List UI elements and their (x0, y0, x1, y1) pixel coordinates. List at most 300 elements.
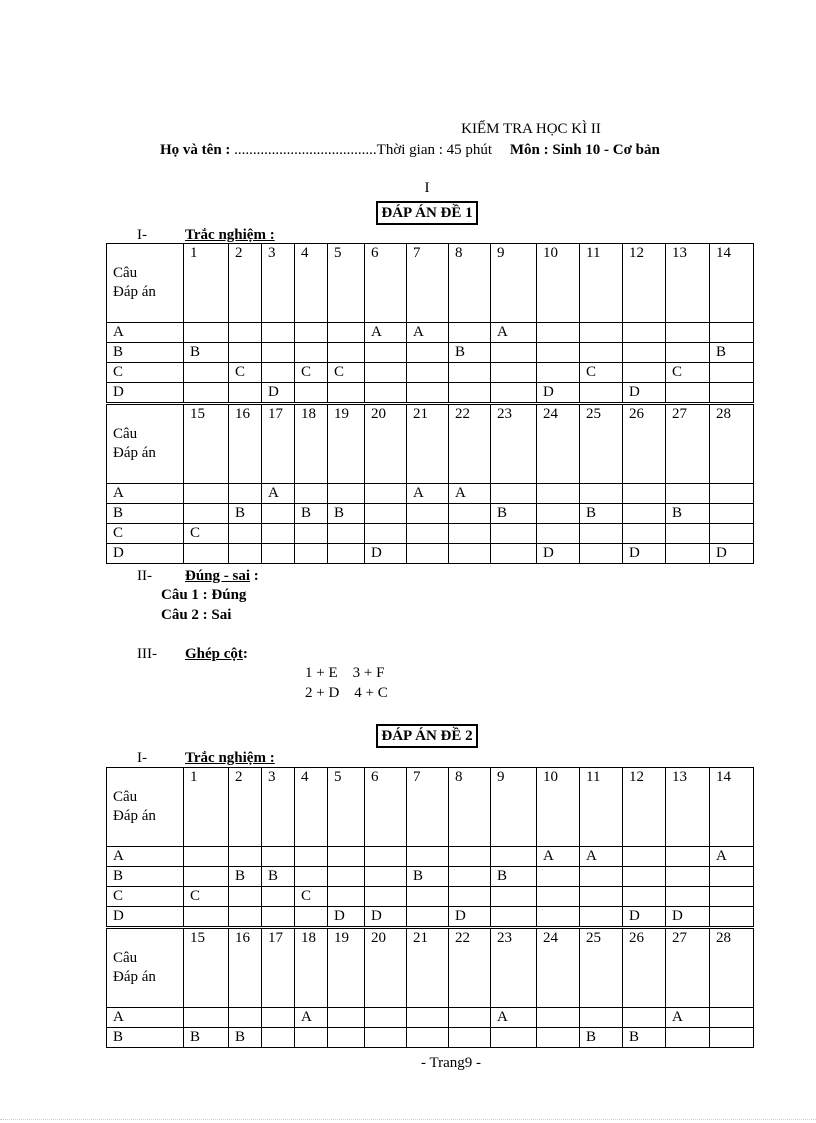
answer-cell (295, 383, 328, 403)
question-number-cell: 24 (537, 405, 580, 484)
answer-cell (295, 323, 328, 343)
answer-cell (537, 907, 580, 927)
answer-cell (537, 504, 580, 524)
corner-cell (107, 929, 184, 1008)
answer-option-label: C (107, 363, 184, 383)
question-number-cell: 8 (449, 244, 491, 323)
question-number-cell: 16 (229, 405, 262, 484)
answer-cell (449, 363, 491, 383)
answer-cell (580, 343, 623, 363)
question-number-cell: 14 (710, 768, 754, 847)
answer-cell (623, 887, 666, 907)
answer-cell (328, 847, 365, 867)
answer-cell: D (623, 544, 666, 564)
answer-cell (365, 867, 407, 887)
answer-cell: A (491, 1008, 537, 1028)
answer-row-b (107, 867, 754, 887)
question-number-cell: 24 (537, 929, 580, 1008)
de1-part2-label: Đúng - sai (185, 568, 251, 584)
answer-cell (407, 907, 449, 927)
corner-cell (107, 768, 184, 847)
question-number-cell: 22 (449, 405, 491, 484)
answer-cell (666, 1028, 710, 1048)
question-number-cell: 28 (710, 929, 754, 1008)
de1-match-line-1: 1 + E 3 + F (305, 665, 385, 681)
de1-title: ĐÁP ÁN ĐỀ 1 (376, 201, 477, 225)
answer-row-d (107, 383, 754, 403)
answer-cell (295, 867, 328, 887)
subject-text: Môn : Sinh 10 - Cơ bản (509, 142, 660, 158)
answer-cell: A (449, 484, 491, 504)
answer-cell: C (295, 363, 328, 383)
answer-cell (328, 887, 365, 907)
answer-cell (580, 383, 623, 403)
answer-cell: C (580, 363, 623, 383)
de1-part3-number: III- (137, 646, 157, 662)
answer-cell (407, 887, 449, 907)
answer-cell: B (262, 867, 295, 887)
answer-cell (537, 867, 580, 887)
answer-cell (449, 1008, 491, 1028)
de1-cau1: Câu 1 : Đúng (161, 587, 247, 603)
answer-cell (365, 1028, 407, 1048)
corner-answer-label: Đáp án (113, 445, 156, 461)
answer-cell (365, 1008, 407, 1028)
question-number-cell: 7 (407, 244, 449, 323)
answer-cell (580, 323, 623, 343)
de1-part1-label: Trắc nghiệm : (185, 227, 275, 243)
answer-cell (184, 847, 229, 867)
answer-cell (491, 1028, 537, 1048)
question-number-cell: 23 (491, 929, 537, 1008)
answer-cell (491, 544, 537, 564)
answer-cell: B (295, 504, 328, 524)
answer-cell (491, 887, 537, 907)
answer-option-label: C (107, 524, 184, 544)
answer-cell: A (580, 847, 623, 867)
answer-cell (229, 847, 262, 867)
answer-row-b (107, 343, 754, 363)
de1-part2-heading (185, 568, 259, 585)
answer-cell (449, 524, 491, 544)
answer-cell (184, 484, 229, 504)
answer-cell: C (328, 363, 365, 383)
answer-cell (491, 847, 537, 867)
answer-cell (710, 1008, 754, 1028)
answer-cell: B (580, 504, 623, 524)
answer-cell: C (184, 524, 229, 544)
answer-cell (328, 343, 365, 363)
question-number-cell: 13 (666, 244, 710, 323)
question-number-cell: 1 (184, 768, 229, 847)
answer-cell (184, 1008, 229, 1028)
answer-cell (537, 887, 580, 907)
question-number-cell: 2 (229, 768, 262, 847)
answer-cell (666, 524, 710, 544)
answer-cell (580, 887, 623, 907)
answer-cell (365, 383, 407, 403)
question-number-cell: 2 (229, 244, 262, 323)
question-number-cell: 3 (262, 768, 295, 847)
answer-cell (580, 907, 623, 927)
question-number-cell: 7 (407, 768, 449, 847)
answer-cell (262, 847, 295, 867)
time-text: Thời gian : 45 phút (376, 142, 493, 158)
answer-cell: A (491, 323, 537, 343)
answer-row-c (107, 524, 754, 544)
de2-answer-table-1 (106, 767, 754, 927)
answer-cell (623, 1008, 666, 1028)
question-number-cell: 17 (262, 929, 295, 1008)
answer-cell (365, 524, 407, 544)
answer-cell: A (407, 484, 449, 504)
answer-cell: A (666, 1008, 710, 1028)
answer-cell (449, 504, 491, 524)
question-number-cell: 11 (580, 244, 623, 323)
answer-cell (580, 544, 623, 564)
answer-cell (328, 1008, 365, 1028)
de1-cau2: Câu 2 : Sai (161, 607, 232, 623)
question-number-cell: 25 (580, 929, 623, 1008)
answer-row-b (107, 1028, 754, 1048)
answer-cell (328, 524, 365, 544)
question-number-cell: 10 (537, 768, 580, 847)
corner-cell (107, 244, 184, 323)
answer-row-a (107, 1008, 754, 1028)
answer-cell (449, 383, 491, 403)
answer-cell (623, 524, 666, 544)
answer-cell: B (229, 1028, 262, 1048)
answer-cell (491, 343, 537, 363)
question-number-cell: 25 (580, 405, 623, 484)
answer-cell (449, 323, 491, 343)
answer-cell (328, 544, 365, 564)
question-number-cell: 5 (328, 244, 365, 323)
answer-cell (710, 383, 754, 403)
answer-cell (295, 343, 328, 363)
answer-cell (407, 1008, 449, 1028)
answer-cell: B (580, 1028, 623, 1048)
answer-cell: A (295, 1008, 328, 1028)
answer-option-label: B (107, 867, 184, 887)
answer-cell (365, 504, 407, 524)
section-mark: I (424, 180, 430, 196)
question-number-cell: 27 (666, 929, 710, 1008)
page-footer: - Trang9 - (420, 1055, 481, 1071)
answer-cell (262, 544, 295, 564)
answer-cell: B (623, 1028, 666, 1048)
answer-cell (580, 484, 623, 504)
answer-cell (184, 323, 229, 343)
answer-option-label: B (107, 504, 184, 524)
answer-cell (262, 1028, 295, 1048)
answer-cell (666, 343, 710, 363)
answer-cell (229, 887, 262, 907)
corner-question-label: Câu (113, 265, 138, 281)
question-number-cell: 19 (328, 929, 365, 1008)
answer-cell (449, 887, 491, 907)
answer-cell: B (666, 504, 710, 524)
answer-cell: B (491, 867, 537, 887)
answer-cell (491, 383, 537, 403)
answer-cell (666, 867, 710, 887)
answer-cell (184, 867, 229, 887)
answer-cell: B (710, 343, 754, 363)
answer-cell (537, 1008, 580, 1028)
question-number-cell: 9 (491, 244, 537, 323)
answer-cell (666, 887, 710, 907)
question-number-cell: 3 (262, 244, 295, 323)
answer-cell (710, 1028, 754, 1048)
answer-cell: D (262, 383, 295, 403)
answer-cell (407, 504, 449, 524)
answer-cell: D (328, 907, 365, 927)
answer-cell (184, 504, 229, 524)
answer-cell: A (365, 323, 407, 343)
question-number-cell: 12 (623, 768, 666, 847)
answer-cell (537, 524, 580, 544)
answer-cell (491, 484, 537, 504)
answer-cell: D (623, 383, 666, 403)
answer-cell (229, 907, 262, 927)
answer-cell: B (229, 867, 262, 887)
answer-cell (407, 1028, 449, 1048)
answer-cell (229, 544, 262, 564)
question-number-cell: 16 (229, 929, 262, 1008)
answer-cell: B (328, 504, 365, 524)
answer-cell (365, 847, 407, 867)
de1-part2-colon: : (253, 568, 259, 584)
answer-cell (262, 504, 295, 524)
de1-title-box (0, 201, 816, 225)
question-number-cell: 26 (623, 929, 666, 1008)
answer-cell (666, 484, 710, 504)
answer-option-label: D (107, 907, 184, 927)
answer-cell (623, 323, 666, 343)
answer-cell (666, 847, 710, 867)
corner-question-label: Câu (113, 789, 138, 805)
answer-cell (262, 887, 295, 907)
answer-cell: D (537, 383, 580, 403)
answer-cell (295, 847, 328, 867)
answer-row-d (107, 907, 754, 927)
table-header-row (107, 929, 754, 1008)
answer-option-label: A (107, 323, 184, 343)
answer-cell (328, 484, 365, 504)
question-number-cell: 9 (491, 768, 537, 847)
corner-answer-label: Đáp án (113, 969, 156, 985)
answer-cell (710, 323, 754, 343)
answer-cell (407, 544, 449, 564)
answer-row-b (107, 504, 754, 524)
answer-cell (710, 867, 754, 887)
question-number-cell: 21 (407, 405, 449, 484)
answer-cell (229, 383, 262, 403)
answer-cell (184, 383, 229, 403)
answer-cell (184, 907, 229, 927)
answer-cell: D (623, 907, 666, 927)
page-bottom-rule (0, 1119, 816, 1120)
answer-cell (623, 867, 666, 887)
answer-cell: B (184, 1028, 229, 1048)
answer-cell (580, 867, 623, 887)
answer-cell: D (710, 544, 754, 564)
answer-cell (710, 504, 754, 524)
answer-cell (365, 363, 407, 383)
answer-cell (229, 484, 262, 504)
de1-part3-heading (185, 646, 248, 663)
answer-cell (295, 1028, 328, 1048)
answer-cell (491, 363, 537, 383)
corner-question-label: Câu (113, 950, 138, 966)
answer-cell: C (184, 887, 229, 907)
question-number-cell: 15 (184, 929, 229, 1008)
answer-cell: D (449, 907, 491, 927)
question-number-cell: 8 (449, 768, 491, 847)
answer-cell (262, 907, 295, 927)
corner-question-label: Câu (113, 426, 138, 442)
answer-row-d (107, 544, 754, 564)
answer-cell (666, 544, 710, 564)
answer-cell: C (295, 887, 328, 907)
answer-cell (328, 323, 365, 343)
question-number-cell: 4 (295, 244, 328, 323)
question-number-cell: 20 (365, 929, 407, 1008)
answer-cell (537, 363, 580, 383)
answer-cell (229, 343, 262, 363)
answer-cell (623, 504, 666, 524)
answer-row-a (107, 484, 754, 504)
question-number-cell: 23 (491, 405, 537, 484)
answer-cell (262, 343, 295, 363)
corner-answer-label: Đáp án (113, 808, 156, 824)
answer-cell (407, 524, 449, 544)
name-label: Họ và tên : (160, 142, 231, 158)
de1-answer-table-1 (106, 243, 754, 403)
answer-cell (449, 847, 491, 867)
answer-cell: B (491, 504, 537, 524)
table-header-row (107, 244, 754, 323)
answer-cell (710, 484, 754, 504)
de1-part3-colon: : (242, 646, 248, 662)
question-number-cell: 27 (666, 405, 710, 484)
answer-cell (365, 343, 407, 363)
de1-answer-table-2 (106, 404, 754, 564)
answer-cell (710, 524, 754, 544)
question-number-cell: 17 (262, 405, 295, 484)
de2-answer-table-2 (106, 928, 754, 1048)
answer-cell: C (229, 363, 262, 383)
answer-cell: B (449, 343, 491, 363)
answer-cell (295, 484, 328, 504)
de1-part3-label: Ghép cột (185, 646, 243, 662)
answer-cell (666, 323, 710, 343)
question-number-cell: 5 (328, 768, 365, 847)
answer-cell (407, 847, 449, 867)
answer-cell (666, 383, 710, 403)
de2-part1-number: I- (137, 750, 147, 766)
question-number-cell: 26 (623, 405, 666, 484)
answer-cell: A (262, 484, 295, 504)
exam-title: KIỂM TRA HỌC KÌ II (461, 121, 601, 137)
answer-cell: A (710, 847, 754, 867)
answer-row-c (107, 887, 754, 907)
question-number-cell: 4 (295, 768, 328, 847)
answer-cell (710, 887, 754, 907)
answer-cell: B (184, 343, 229, 363)
de1-part2-number: II- (137, 568, 152, 584)
answer-cell (229, 524, 262, 544)
answer-option-label: A (107, 484, 184, 504)
answer-cell (295, 524, 328, 544)
answer-cell (491, 524, 537, 544)
table-header-row (107, 405, 754, 484)
answer-cell: D (537, 544, 580, 564)
answer-cell (407, 343, 449, 363)
answer-cell (407, 363, 449, 383)
answer-option-label: D (107, 383, 184, 403)
answer-cell (449, 544, 491, 564)
answer-cell (537, 343, 580, 363)
answer-cell: C (666, 363, 710, 383)
answer-cell (623, 484, 666, 504)
question-number-cell: 11 (580, 768, 623, 847)
answer-cell (537, 323, 580, 343)
question-number-cell: 28 (710, 405, 754, 484)
question-number-cell: 15 (184, 405, 229, 484)
answer-cell: D (365, 907, 407, 927)
answer-cell (229, 323, 262, 343)
exam-info-line (160, 142, 660, 159)
answer-cell (365, 484, 407, 504)
question-number-cell: 14 (710, 244, 754, 323)
answer-cell (184, 544, 229, 564)
answer-cell (623, 363, 666, 383)
answer-cell (710, 907, 754, 927)
answer-cell: B (407, 867, 449, 887)
answer-cell (328, 867, 365, 887)
corner-cell (107, 405, 184, 484)
answer-option-label: A (107, 847, 184, 867)
answer-cell (580, 1008, 623, 1028)
answer-cell (262, 524, 295, 544)
answer-row-c (107, 363, 754, 383)
answer-cell (295, 544, 328, 564)
question-number-cell: 13 (666, 768, 710, 847)
answer-cell (580, 524, 623, 544)
answer-option-label: D (107, 544, 184, 564)
answer-option-label: B (107, 343, 184, 363)
answer-cell (365, 887, 407, 907)
answer-cell (537, 484, 580, 504)
answer-cell (710, 363, 754, 383)
question-number-cell: 1 (184, 244, 229, 323)
answer-cell (295, 907, 328, 927)
de1-match-line-2: 2 + D 4 + C (305, 685, 388, 701)
answer-row-a (107, 847, 754, 867)
de1-part1-number: I- (137, 227, 147, 243)
answer-cell (328, 1028, 365, 1048)
question-number-cell: 18 (295, 929, 328, 1008)
name-dots: ...................................... (234, 142, 377, 158)
answer-cell (328, 383, 365, 403)
answer-cell (537, 1028, 580, 1048)
answer-option-label: C (107, 887, 184, 907)
answer-option-label: B (107, 1028, 184, 1048)
de2-title: ĐÁP ÁN ĐỀ 2 (376, 724, 477, 748)
answer-row-a (107, 323, 754, 343)
answer-cell (491, 907, 537, 927)
